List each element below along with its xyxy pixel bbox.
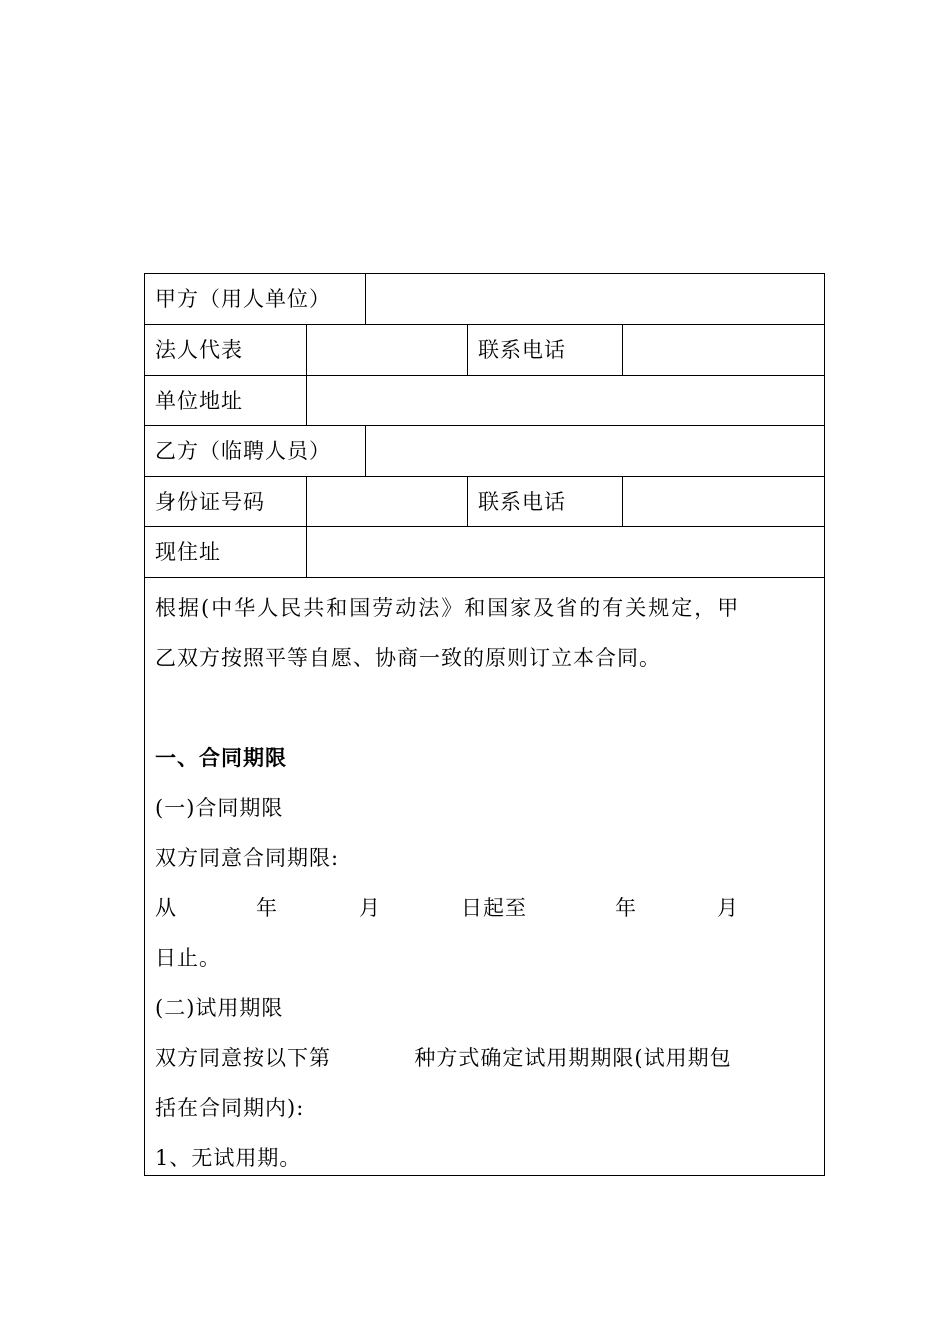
current-address-label: 现住址 <box>155 540 221 564</box>
intro-line-1: 根据(中华人民共和国劳动法》和国家及省的有关规定，甲 <box>155 596 741 620</box>
phone-label-2: 联系电话 <box>467 477 622 526</box>
party-a-row <box>145 274 824 325</box>
party-b-field[interactable] <box>365 426 824 476</box>
phone-field-1[interactable] <box>622 325 824 375</box>
section-1-heading: 一、合同期限 <box>155 746 287 770</box>
address-field[interactable] <box>306 376 824 425</box>
contract-body <box>145 578 824 1175</box>
party-a-field[interactable] <box>365 274 824 324</box>
current-address-row <box>145 527 824 578</box>
sub-2-heading: (二)试用期限 <box>155 996 284 1020</box>
phone-label-1: 联系电话 <box>467 325 622 375</box>
address-label: 单位地址 <box>155 389 243 413</box>
date-month-2: 月 <box>717 896 739 920</box>
sub-1-heading: (一)合同期限 <box>155 796 284 820</box>
sub-2-line-1-b: 种方式确定试用期期限(试用期包 <box>414 1046 732 1070</box>
option-1: 1、无试用期。 <box>155 1146 302 1170</box>
id-number-label: 身份证号码 <box>155 490 265 514</box>
date-month-1: 月 <box>359 896 381 920</box>
date-day-to: 日起至 <box>461 896 527 920</box>
party-b-row <box>145 426 824 477</box>
id-number-row <box>145 477 824 527</box>
current-address-field[interactable] <box>306 527 824 577</box>
phone-field-2[interactable] <box>622 477 824 526</box>
date-year-1: 年 <box>256 896 278 920</box>
party-a-label: 甲方（用人单位） <box>155 287 331 311</box>
legal-rep-field[interactable] <box>306 325 467 375</box>
address-row <box>145 376 824 426</box>
contract-form <box>144 273 825 1176</box>
sub-1-text: 双方同意合同期限: <box>155 846 340 870</box>
sub-2-line-1 <box>155 1042 732 1072</box>
date-end: 日止。 <box>155 946 221 970</box>
sub-2-line-1-a: 双方同意按以下第 <box>155 1046 331 1070</box>
legal-rep-label: 法人代表 <box>155 338 243 362</box>
sub-2-line-2: 括在合同期内): <box>155 1096 305 1120</box>
id-number-field[interactable] <box>306 477 467 526</box>
legal-rep-row <box>145 325 824 376</box>
intro-line-2: 乙双方按照平等自愿、协商一致的原则订立本合同。 <box>155 646 661 670</box>
date-from: 从 <box>155 896 177 920</box>
date-year-2: 年 <box>615 896 637 920</box>
party-b-label: 乙方（临聘人员） <box>155 439 331 463</box>
